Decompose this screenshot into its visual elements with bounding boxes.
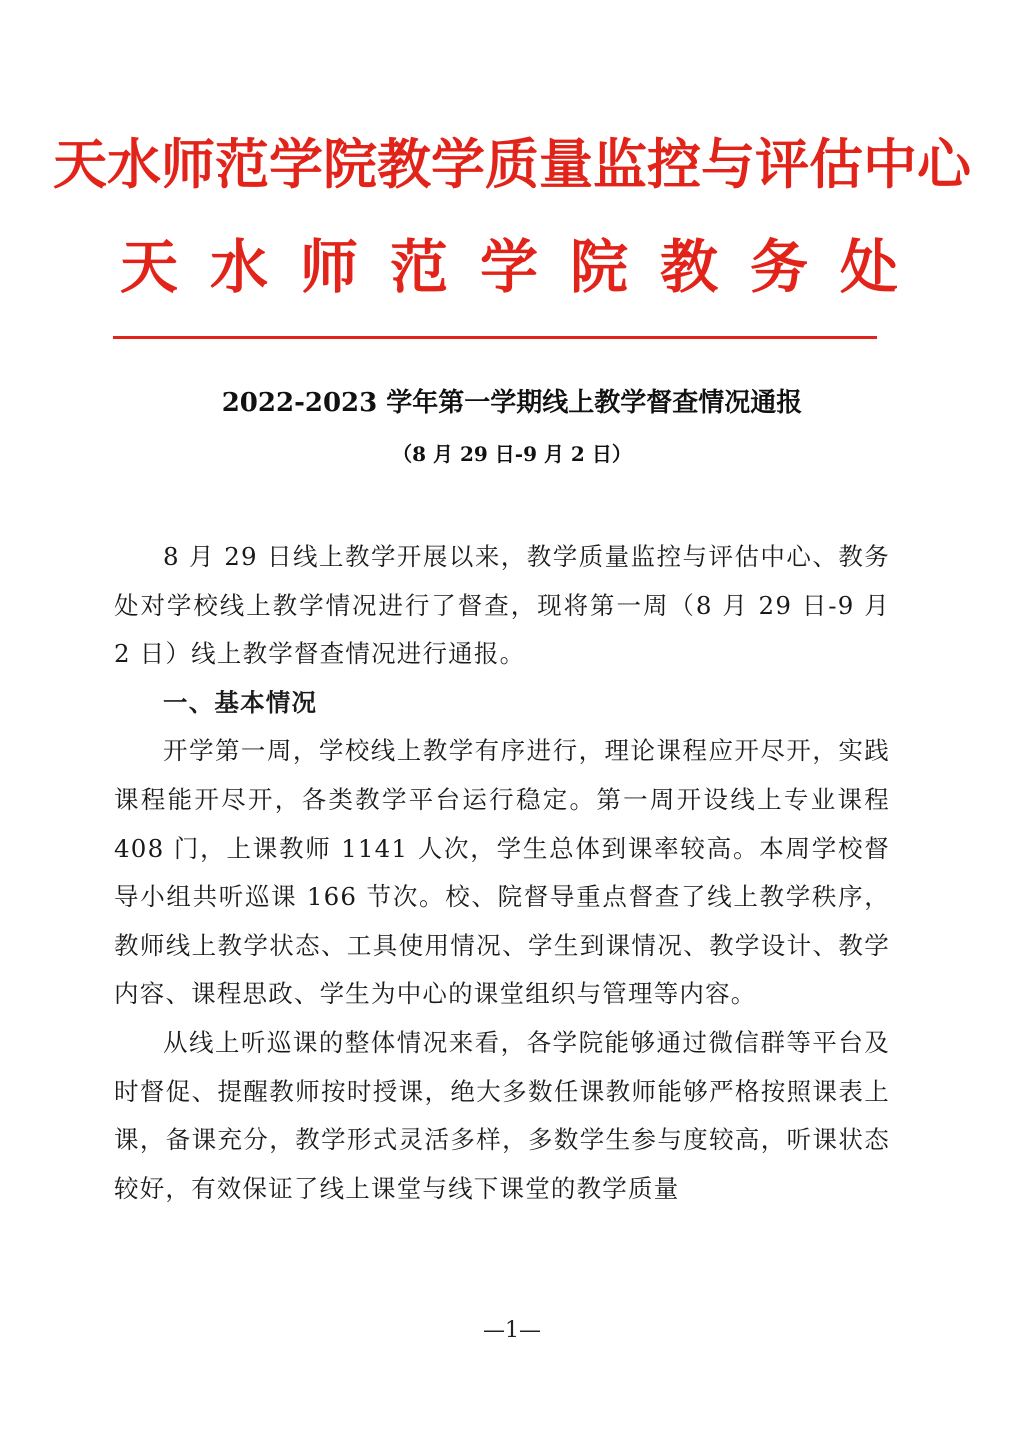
page-number: —1— — [483, 1318, 541, 1343]
document-title: 2022-2023 学年第一学期线上教学督查情况通报 — [221, 388, 803, 418]
paragraph-intro: 8 月 29 日线上教学开展以来，教学质量监控与评估中心、教务处对学校线上教学情况进行了督查，现将第一周（8 月 29 日-9 月 2 日）线上教学督查情况进行通报。 — [114, 542, 890, 669]
document-body — [114, 533, 890, 1213]
issuer-header-line-2: 天水师范学院教务处 — [119, 233, 930, 301]
header-red-rule — [113, 336, 877, 339]
document-date-range: （8 月 29 日-9 月 2 日） — [392, 442, 632, 466]
section-heading-basic-situation: 一、基本情况 — [163, 687, 318, 717]
paragraph-overall: 从线上听巡课的整体情况来看，各学院能够通过微信群等平台及时督促、提醒教师按时授课，绝大多数任课教师能够严格按照课表上课，备课充分，教学形式灵活多样，多数学生参与度较高，听课状态较好，有效保证了线上课堂与线下课堂的教学质量 — [114, 1027, 890, 1203]
paragraph-first-week: 开学第一周，学校线上教学有序进行，理论课程应开尽开，实践课程能开尽开，各类教学平台运行稳定。第一周开设线上专业课程 408 门，上课教师 1141 人次，学生总体到课率较高。本周学校督导小组共听巡课 166 节次。校、院督导重点督查了线上教学秩序，教师线上教学状态、工具使用情况、学生到课情况、教学设计、教学内容、课程思政、学生为中心的课堂组织与管理等内容。 — [114, 736, 890, 1009]
issuer-header-line-1: 天水师范学院教学质量监控与评估中心 — [53, 133, 971, 196]
